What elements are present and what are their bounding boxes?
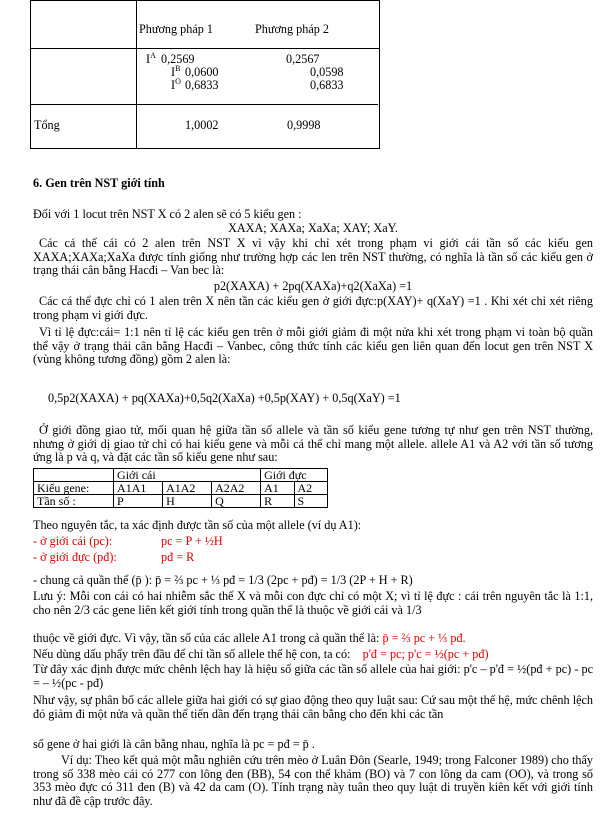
genotype-cell: A2A2 xyxy=(212,482,261,495)
total-value-2: 0,9998 xyxy=(287,118,321,132)
genotype-row-label: Kiểu gene: xyxy=(34,482,114,495)
io-value-2: 0,6833 xyxy=(310,78,344,92)
frequency-cell: R xyxy=(261,495,294,508)
female-frequency: - ở giới cái (pc): pc = P + ½H xyxy=(33,534,223,548)
paragraph-principle: Theo nguyên tắc, ta xác định được tần số của một allele (ví dụ A1): xyxy=(33,518,362,532)
population-frequency: - chung cả quần thể (p̄ ): p̄ = ⅔ pc + ⅓ pđ = 1/3 (2pc + pđ) = 1/3 (2P + H + R) xyxy=(33,573,413,587)
section-title: 6. Gen trên NST giới tính xyxy=(33,176,165,190)
genotype-cell: A1 xyxy=(261,482,294,495)
col-header-method-1: Phương pháp 1 xyxy=(139,22,213,36)
frequency-cell: H xyxy=(163,495,212,508)
equation-female: p2(XAXA) + 2pq(XAXa)+q2(XaXa) =1 xyxy=(213,279,413,293)
genotype-cell: A2 xyxy=(294,482,327,495)
total-value-1: 1,0002 xyxy=(185,118,219,132)
equation-population: 0,5p2(XAXA) + pq(XAXa)+0,5q2(XaXa) +0,5p(XAY) + 0,5q(XaY) =1 xyxy=(48,391,401,405)
row-label-ia: $I^A$ xyxy=(146,50,156,66)
table-row xyxy=(34,495,328,508)
genotype-cell: A1A2 xyxy=(163,482,212,495)
paragraph-note-cont: thuộc về giới đực. Vì vậy, tần số của các allele A1 trong cả quần thể là: p̄ = ⅔ pc + ⅓ pđ. xyxy=(33,631,466,645)
total-label: Tổng xyxy=(34,118,60,132)
ia-value-2: 0,2567 xyxy=(286,52,320,66)
frequency-cell: S xyxy=(294,495,327,508)
paragraph-offspring: Nếu dùng dấu phẩy trên đầu để chỉ tần số allele thế hệ con, ta có: p'đ = pc; p'c = ½(pc + pđ) xyxy=(33,647,489,661)
frequency-cell: P xyxy=(114,495,163,508)
table-body xyxy=(30,47,380,149)
frequency-cell: Q xyxy=(212,495,261,508)
paragraph-note: Lưu ý: Mỗi con cái có hai nhiễm sắc thể X và mỗi con đực chỉ có một X; vì tỉ lệ đực : cái trên nguyên tắc là 1:1, cho nên 2/3 các gene liên kết giới tính trong quần thể là thuộc về giới cái và 1/3 xyxy=(33,589,593,617)
genotype-list: XAXA; XAXa; XaXa; XAY; XaY. xyxy=(228,221,398,235)
table-row xyxy=(34,469,328,482)
ia-value-1: 0,2569 xyxy=(161,52,195,66)
table-divider xyxy=(30,104,378,105)
paragraph-example: Ví dụ: Theo kết quả một mẫu nghiên cứu trên mèo ở Luân Đôn (Searle, 1949; trong Falconer 1989) cho thấy trong số 338 mèo cái có 277 con lông đen (BB), 54 con thể khảm (BO) và 7 con lông da cam (OO), và trong số 353 mèo đực có 311 đen (B) và 42 da cam (O). Tính trạng này tuân theo quy luật di truyền kiên kết với giới tính như đã đề cập trước đây. xyxy=(33,753,593,808)
table-row xyxy=(34,482,328,495)
male-header: Giới đực xyxy=(261,469,328,482)
paragraph-female: Các cá thể cái có 2 alen trên NST X vì vậy khi chỉ xét trong phạm vi giới cái tần số các kiểu gen XAXA;XAXa;XaXa được tính giống như trường hợp các len trên NST thường, có nghĩa là tần số các kiểu gen ở trạng thái cân bằng Hacđi – Van bec là: xyxy=(33,236,593,278)
paragraph-difference: Từ đây xác định được mức chênh lệch hay là hiệu số giữa các tần số allele của hai giới: p'c – p'đ = ½(pđ + pc) - pc = – ½(pc - pđ) xyxy=(33,662,593,690)
row-label-ib: $I^B$ xyxy=(171,63,181,79)
paragraph-equilibrium: số gene ở hai giới là cân bằng nhau, nghĩa là pc = pđ = p̄ . xyxy=(33,737,315,751)
female-header: Giới cái xyxy=(114,469,261,482)
frequency-row-label: Tần số : xyxy=(34,495,114,508)
ib-value-2: 0,0598 xyxy=(310,65,344,79)
io-value-1: 0,6833 xyxy=(185,78,219,92)
genotype-frequency-table xyxy=(33,468,328,508)
paragraph-male: Các cá thể đực chỉ có 1 alen trên X nên tần các kiểu gen ở giới đực:p(XAY)+ q(XaY) =1 . Khi xét chỉ xét riêng trong phạm vi giới đực. xyxy=(33,294,593,322)
ib-value-1: 0,0600 xyxy=(185,65,219,79)
genotype-cell: A1A1 xyxy=(114,482,163,495)
paragraph-heterogametic: Ở giới đồng giao tử, mối quan hệ giữa tần số allele và tần số kiểu gene tương tự như gen trên NST thường, nhưng ở giới dị giao tử chỉ có hai kiểu gene và mỗi cá thể chỉ mang một allele. allele A1 và A2 với tần số tương ứng là p và q, và đặt các tần số kiểu gene như sau: xyxy=(33,423,593,465)
row-label-io: $I^O$ xyxy=(171,76,181,92)
paragraph-population: Vì tỉ lệ đực:cái= 1:1 nên tỉ lệ các kiểu gen trên ở mỗi giới giảm đi một nửa khi xét trong phạm vi toàn bộ quần thể vậy ở trạng thái cân bằng Hacđi – Vanbec, công thức tính các kiểu gen liên quan đến locut gen trên NST X (vùng không tương đồng) gồm 2 alen là: xyxy=(33,325,593,367)
paragraph-oscillation: Như vậy, sự phân bố các allele giữa hai giới có sự giao động theo quy luật sau: Cứ sau một thế hệ, mức chênh lệch đó giảm đi một nửa và quần thể tiến dần đến trạng thái cân bằng cho đến khi các tần xyxy=(33,693,593,721)
male-frequency: - ở giới đực (pđ): pđ = R xyxy=(33,550,195,564)
frequency-table xyxy=(30,0,380,148)
col-header-method-2: Phương pháp 2 xyxy=(255,22,329,36)
paragraph-intro: Đối với 1 locut trên NST X có 2 alen sẽ có 5 kiểu gen : xyxy=(33,207,302,221)
